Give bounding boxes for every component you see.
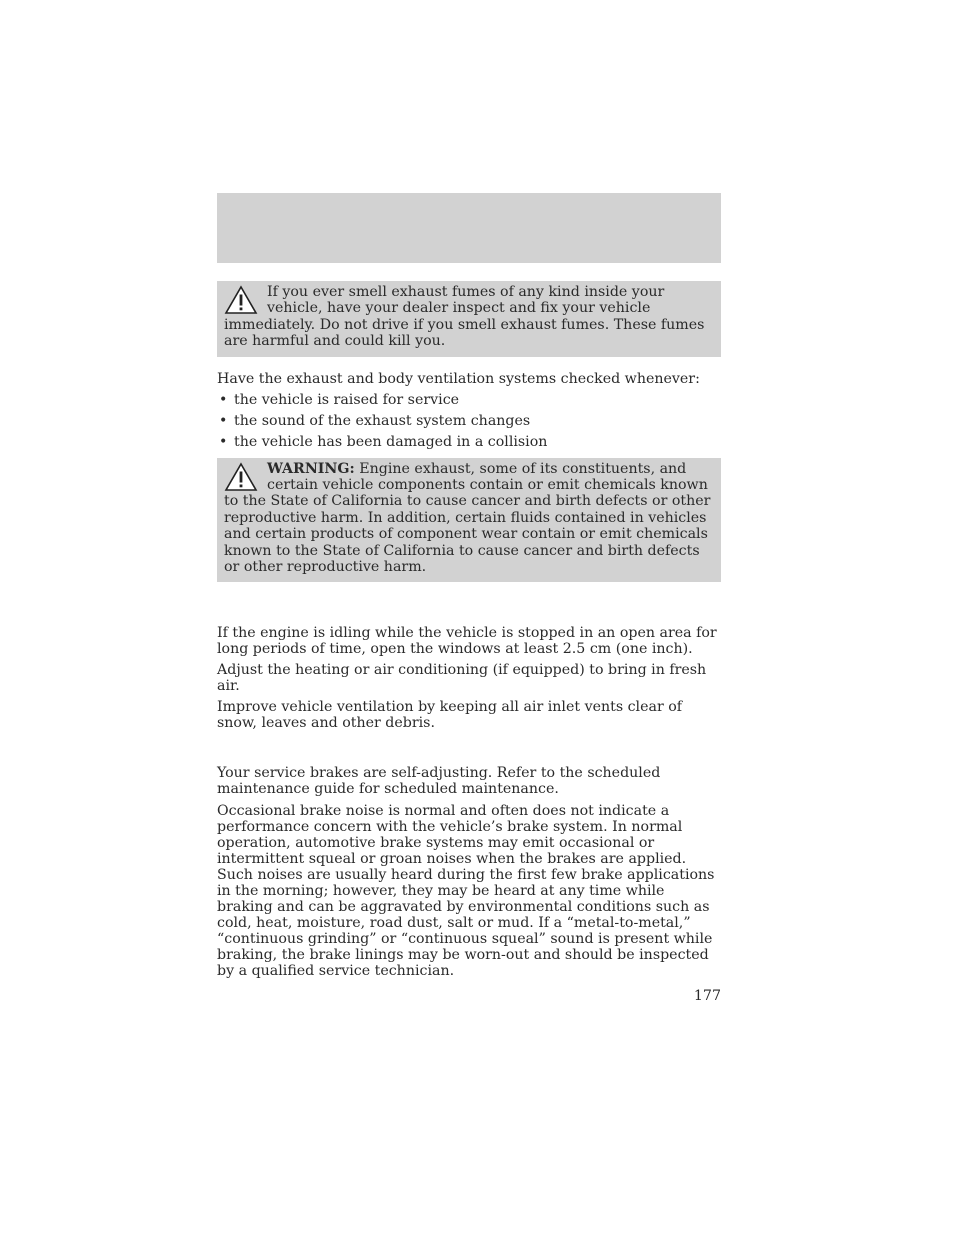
list-item: • the vehicle is raised for service <box>219 391 460 408</box>
section-header-band <box>217 193 721 263</box>
bullet: • <box>219 391 228 408</box>
warning-triangle-icon <box>224 285 258 315</box>
ventilation-paragraph: Adjust the heating or air conditioning (if equipped) to bring in fresh air. <box>217 662 707 695</box>
warning-triangle-icon <box>224 462 258 492</box>
ventilation-paragraph: If the engine is idling while the vehicle is stopped in an open area for long periods of time, open the windows at least 2.5 cm (one inch). <box>217 625 717 658</box>
manual-page <box>217 193 721 1005</box>
list-item: • the sound of the exhaust system changes <box>219 412 531 429</box>
exhaust-check-list <box>217 392 721 450</box>
brakes-paragraph: Your service brakes are self-adjusting. Refer to the scheduled maintenance guide for scheduled maintenance. <box>217 765 661 798</box>
list-item: • the vehicle has been damaged in a collision <box>219 433 548 450</box>
bullet: • <box>219 412 228 429</box>
page-number: 177 <box>693 988 721 1005</box>
warning-text: Engine exhaust, some of its constituents, and certain vehicle components contain or emit chemicals known to the State of California to cause cancer and birth defects or other reproductive harm. In addition, certain fluids contained in vehicles and certain products of component wear contain or emit chemicals known to the State of California to cause cancer and birth defects or other reproductive harm. <box>224 460 711 576</box>
brakes-paragraph: Occasional brake noise is normal and often does not indicate a performance concern with the vehicle’s brake system. In normal operation, automotive brake systems may emit occasional or intermittent squeal or groan noises when the brakes are applied. Such noises are usually heard during the first few brake applications in the morning; however, they may be heard at any time while braking and can be aggravated by environmental conditions such as cold, heat, moisture, road dust, salt or mud. If a “metal-to-metal,” “continuous grinding” or “continuous squeal” sound is present while braking, the brake linings may be worn-out and should be inspected by a qualified service technician. <box>217 803 715 980</box>
exhaust-check-intro: Have the exhaust and body ventilation systems checked whenever: <box>217 370 700 387</box>
california-warning <box>217 458 721 583</box>
exhaust-fumes-warning <box>217 281 721 357</box>
ventilation-paragraph: Improve vehicle ventilation by keeping all air inlet vents clear of snow, leaves and other debris. <box>217 699 683 732</box>
warning-label: WARNING: <box>267 460 355 477</box>
bullet: • <box>219 433 228 450</box>
warning-text: If you ever smell exhaust fumes of any kind inside your vehicle, have your dealer inspect and fix your vehicle immediately. Do not drive if you smell exhaust fumes. These fumes are harmful and could kill you. <box>224 284 705 350</box>
